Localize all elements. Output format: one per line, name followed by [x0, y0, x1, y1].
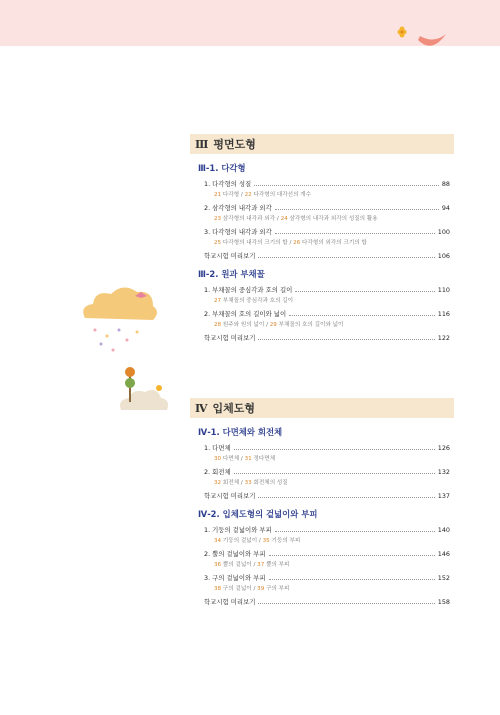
lesson-number: 34	[214, 538, 222, 544]
toc-entry[interactable]	[204, 285, 450, 304]
toc-entry-line	[204, 491, 450, 500]
entry-title: 학교시험 미리보기	[204, 334, 256, 342]
dot-leader	[254, 185, 439, 186]
lesson-number: 33	[244, 480, 252, 486]
sub-topics	[214, 560, 450, 568]
lesson-title: 부채꼴의 호의 길이와 넓이	[278, 322, 344, 328]
chapter-header	[190, 398, 454, 418]
dot-leader	[234, 449, 435, 450]
dot-leader	[258, 257, 434, 258]
page-number: 152	[437, 574, 450, 582]
dot-leader	[258, 339, 434, 340]
sub-topics	[214, 584, 450, 592]
entry-title: 2. 삼각형의 내각과 외각	[204, 204, 272, 212]
section-title: Ⅲ-2. 원과 부채꼴	[198, 269, 265, 279]
chapter-block	[190, 398, 454, 606]
lesson-title: 구의 부피	[266, 586, 290, 592]
lesson-number: 35	[262, 538, 270, 544]
flower-and-moon-icon	[390, 24, 450, 52]
page-number: 137	[437, 492, 450, 500]
section-title: Ⅳ-2. 입체도형의 겉넓이와 부피	[198, 509, 318, 519]
sub-separator: /	[275, 216, 281, 222]
chapter-roman: Ⅳ	[195, 401, 208, 415]
sub-separator: /	[251, 586, 258, 592]
chapter-block	[190, 134, 454, 342]
chapter-header	[190, 134, 454, 154]
lesson-number: 32	[214, 480, 222, 486]
toc-entry-line	[204, 597, 450, 606]
lesson-number: 26	[293, 240, 301, 246]
toc-entry-line	[204, 309, 450, 318]
lesson-title: 다각형의 내각의 크기의 합	[222, 240, 288, 246]
sub-separator: /	[239, 456, 245, 462]
lesson-title: 다각형의 외각의 크기의 합	[302, 240, 367, 246]
entry-title: 학교시험 미리보기	[204, 492, 256, 500]
lesson-number: 31	[244, 456, 252, 462]
page-number: 110	[437, 286, 450, 294]
lesson-title: 다각형의 대각선의 개수	[253, 192, 312, 198]
sub-topics	[214, 214, 450, 222]
toc-entry-line	[204, 549, 450, 558]
sub-separator: /	[239, 192, 245, 198]
tree-icon	[115, 362, 175, 417]
chapter-title: 입체도형	[212, 402, 255, 415]
sub-topics	[214, 478, 450, 486]
toc-entry[interactable]	[204, 597, 450, 606]
entry-title: 학교시험 미리보기	[204, 598, 256, 606]
toc-entry-line	[204, 525, 450, 534]
lesson-title: 정다면체	[253, 456, 276, 462]
page-number: 146	[437, 550, 450, 558]
dot-leader	[234, 473, 435, 474]
star-icon	[156, 385, 162, 391]
page-number: 106	[437, 252, 450, 260]
section-title: Ⅲ-1. 다각형	[198, 163, 246, 173]
toc-entry[interactable]	[204, 251, 450, 260]
page-number: 126	[437, 444, 450, 452]
sub-separator: /	[257, 538, 263, 544]
toc-entry[interactable]	[204, 309, 450, 328]
lesson-number: 39	[257, 586, 265, 592]
toc-entry-line	[204, 333, 450, 342]
toc-entry[interactable]	[204, 179, 450, 198]
toc-entry-line	[204, 227, 450, 236]
entry-title: 3. 다각형의 내각과 외각	[204, 228, 272, 236]
toc-entry-line	[204, 179, 450, 188]
sub-topics	[214, 190, 450, 198]
sub-separator: /	[287, 240, 294, 246]
dot-leader	[275, 233, 435, 234]
lesson-title: 다면체	[222, 456, 240, 462]
page-number: 132	[437, 468, 450, 476]
lesson-number: 28	[214, 322, 222, 328]
page-number: 116	[437, 310, 450, 318]
entry-title: 2. 회전체	[204, 468, 231, 476]
dot-leader	[275, 531, 435, 532]
lesson-number: 36	[214, 562, 222, 568]
dot-leader	[295, 291, 434, 292]
sub-topics	[214, 536, 450, 544]
page-number: 122	[437, 334, 450, 342]
lesson-title: 뿔의 겉넓이	[222, 562, 252, 568]
toc-entry-line	[204, 443, 450, 452]
dot-leader	[258, 497, 434, 498]
lesson-number: 22	[244, 192, 252, 198]
lesson-number: 38	[214, 586, 222, 592]
entry-title: 1. 다면체	[204, 444, 231, 452]
page-number: 100	[437, 228, 450, 236]
entry-title: 2. 뿔의 겉넓이와 부피	[204, 550, 266, 558]
toc-entry-line	[204, 203, 450, 212]
toc-entry[interactable]	[204, 549, 450, 568]
lesson-title: 구의 겉넓이	[222, 586, 252, 592]
sub-topics	[214, 238, 450, 246]
sub-topics	[214, 454, 450, 462]
entry-title: 3. 구의 겉넓이와 부피	[204, 574, 266, 582]
lesson-number: 37	[257, 562, 265, 568]
toc-entry[interactable]	[204, 443, 450, 462]
toc-entry[interactable]	[204, 467, 450, 486]
page-number: 94	[441, 204, 450, 212]
lesson-title: 기둥의 겉넓이	[222, 538, 258, 544]
lesson-number: 25	[214, 240, 222, 246]
lesson-title: 부채꼴의 중심각과 호의 길이	[222, 298, 294, 304]
toc-entry-line	[204, 285, 450, 294]
sub-separator: /	[251, 562, 258, 568]
lesson-title: 기둥의 부피	[271, 538, 301, 544]
dot-leader	[275, 209, 439, 210]
toc-entry[interactable]	[204, 491, 450, 500]
dot-leader	[269, 555, 435, 556]
lesson-number: 21	[214, 192, 222, 198]
lesson-number: 30	[214, 456, 222, 462]
lesson-title: 뿔의 부피	[266, 562, 290, 568]
entry-title: 1. 기둥의 겉넓이와 부피	[204, 526, 272, 534]
page-number: 140	[437, 526, 450, 534]
lesson-number: 23	[214, 216, 222, 222]
lesson-number: 27	[214, 298, 222, 304]
toc-entry-line	[204, 251, 450, 260]
page-number: 88	[441, 180, 450, 188]
toc-entry[interactable]	[204, 227, 450, 246]
entry-title: 1. 부채꼴의 중심각과 호의 길이	[204, 286, 293, 294]
chapter-title: 평면도형	[213, 138, 256, 151]
entry-title: 1. 다각형의 성질	[204, 180, 252, 188]
chapter-roman: Ⅲ	[195, 137, 209, 151]
sub-topics	[214, 296, 450, 304]
toc-entry[interactable]	[204, 333, 450, 342]
page-number: 158	[437, 598, 450, 606]
lesson-title: 원주와 원의 넓이	[222, 322, 265, 328]
sub-topics	[214, 320, 450, 328]
toc-entry[interactable]	[204, 525, 450, 544]
toc-entry-line	[204, 573, 450, 582]
sub-separator: /	[239, 480, 245, 486]
dot-leader	[258, 603, 434, 604]
lesson-title: 회전체	[222, 480, 240, 486]
cloud-rain-icon	[75, 278, 165, 358]
dot-leader	[269, 579, 435, 580]
toc-entry[interactable]	[204, 203, 450, 222]
lesson-title: 삼각형의 내각과 외각	[222, 216, 276, 222]
lesson-title: 회전체의 성질	[253, 480, 288, 486]
section-title: Ⅳ-1. 다면체와 회전체	[198, 427, 283, 437]
entry-title: 2. 부채꼴의 호의 길이와 넓이	[204, 310, 287, 318]
lesson-title: 다각형	[222, 192, 240, 198]
lesson-title: 삼각형의 내각과 외각의 성질의 활용	[289, 216, 378, 222]
lesson-number: 24	[280, 216, 288, 222]
sub-separator: /	[264, 322, 270, 328]
flower-icon	[398, 27, 407, 38]
dot-leader	[289, 315, 435, 316]
moon-icon	[418, 34, 446, 46]
toc-entry-line	[204, 467, 450, 476]
toc-entry[interactable]	[204, 573, 450, 592]
lesson-number: 29	[269, 322, 277, 328]
entry-title: 학교시험 미리보기	[204, 252, 256, 260]
